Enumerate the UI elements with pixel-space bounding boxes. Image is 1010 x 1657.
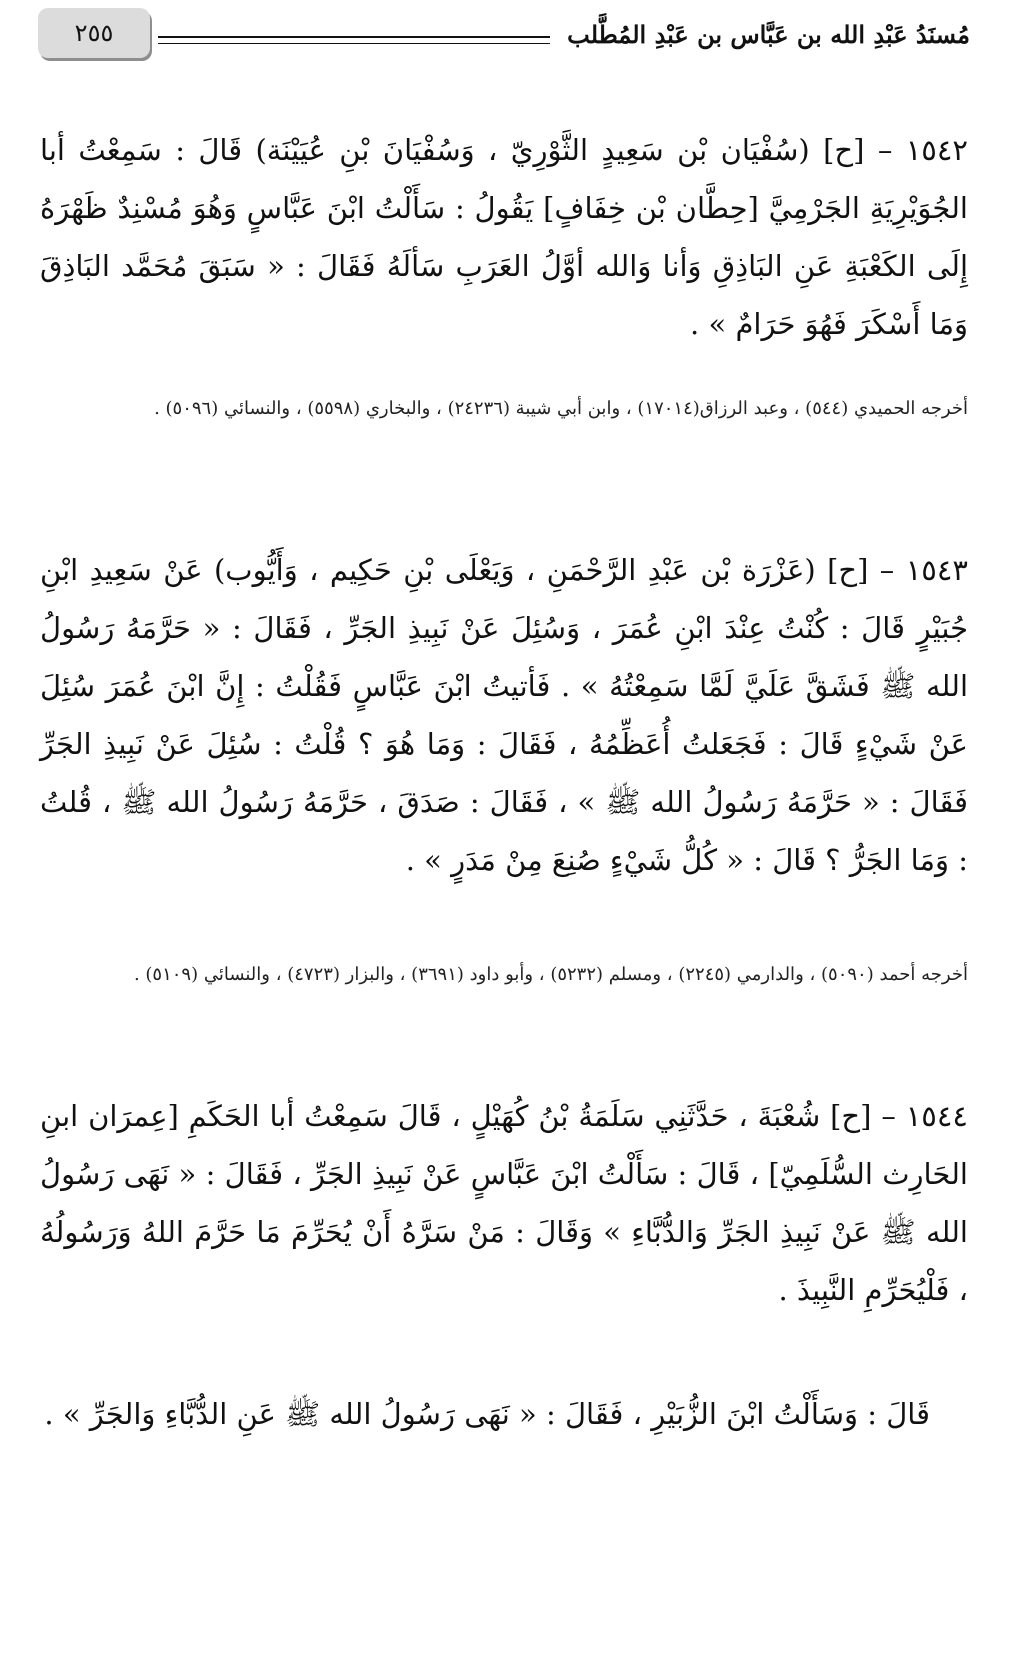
hadith-1542: ١٥٤٢ – [ح] (سُفْيَان بْن سَعِيدٍ الثَّوْرِيّ ، وَسُفْيَانَ بْنِ عُيَيْنَة) قَالَ : سَمِعْتُ أبا الجُوَيْرِيَةِ الجَرْمِيَّ [حِطَّان بْن خِفَافٍ] يَقُولُ : سَأَلْتُ ابْنَ عَبَّاسٍ وَهُوَ مُسْنِدٌ ظَهْرَهُ إِلَى الكَعْبَةِ عَنِ البَاذِقِ وَأنا وَالله أوَّلُ العَرَبِ سَألَهُ فَقَالَ : « سَبَقَ مُحَمَّد البَاذِقَ وَمَا أَسْكَرَ فَهُوَ حَرَامٌ » . [40,133,968,341]
hadith-1544: ١٥٤٤ – [ح] شُعْبَةَ ، حَدَّثَنِي سَلَمَةُ بْنُ كُهَيْلٍ ، قَالَ سَمِعْتُ أبا الحَكَمِ [عِمرَان ابنِ الحَارِث السُّلَمِيّ] ، قَالَ : سَأَلْتُ ابْنَ عَبَّاسٍ عَنْ نَبِيذِ الجَرِّ ، فَقَالَ : « نَهَى رَسُولُ الله ﷺ عَنْ نَبِيذِ الجَرِّ وَالدُّبَّاءِ » وَقَالَ : مَنْ سَرَّهُ أَنْ يُحَرِّمَ مَا حَرَّمَ اللهُ وَرَسُولُهُ ، فَلْيُحَرِّمِ النَّبِيذَ . [40,1099,968,1307]
hadith-1544-continuation: قَالَ : وَسَأَلْتُ ابْنَ الزُّبَيْرِ ، فَقَالَ : « نَهَى رَسُولُ الله ﷺ عَنِ الدُّبَّاءِ وَالجَرِّ » . [44,1397,930,1431]
running-title: مُسنَدُ عَبْدِ الله بن عَبَّاس بن عَبْدِ المُطَّلب [567,20,970,49]
takhrij-note-1543: أخرجه أحمد (٥٠٩٠) ، والدارمي (٢٢٤٥) ، ومسلم (٥٢٣٢) ، وأبو داود (٣٦٩١) ، والبزار (٤٧٢٣) ، والنسائي (٥١٠٩) . [133,964,968,985]
page-number: ٢٥٥ [74,19,114,47]
page-number-badge [38,8,150,58]
takhrij-note-1542: أخرجه الحميدي (٥٤٤) ، وعبد الرزاق(١٧٠١٤) ، وابن أبي شيبة (٢٤٢٣٦) ، والبخاري (٥٥٩٨) ، والنسائي (٥٠٩٦) . [154,398,968,419]
header-rule [158,36,550,44]
hadith-1543: ١٥٤٣ – [ح] (عَزْرَة بْن عَبْدِ الرَّحْمَنِ ، وَيَعْلَى بْنِ حَكِيم ، وَأَيُّوب) عَنْ سَعِيدِ ابْنِ جُبَيْرٍ قَالَ : كُنْتُ عِنْدَ ابْنِ عُمَرَ ، وَسُئِلَ عَنْ نَبِيذِ الجَرِّ ، فَقَالَ : « حَرَّمَهُ رَسُولُ الله ﷺ فَشَقَّ عَلَيَّ لَمَّا سَمِعْتُهُ » . فَأتيتُ ابْنَ عَبَّاسٍ فَقُلْتُ : إِنَّ ابْنَ عُمَرَ سُئِلَ عَنْ شَيْءٍ قَالَ : فَجَعَلتُ أُعَظِّمُهُ ، فَقَالَ : وَمَا هُوَ ؟ قُلْتُ : سُئِلَ عَنْ نَبِيذِ الجَرِّ فَقَالَ : « حَرَّمَهُ رَسُولُ الله ﷺ » ، فَقَالَ : صَدَقَ ، حَرَّمَهُ رَسُولُ الله ﷺ ، قُلتُ : وَمَا الجَرُّ ؟ قَالَ : « كُلُّ شَيْءٍ صُنِعَ مِنْ مَدَرٍ » . [40,553,968,877]
page-header [38,8,970,60]
